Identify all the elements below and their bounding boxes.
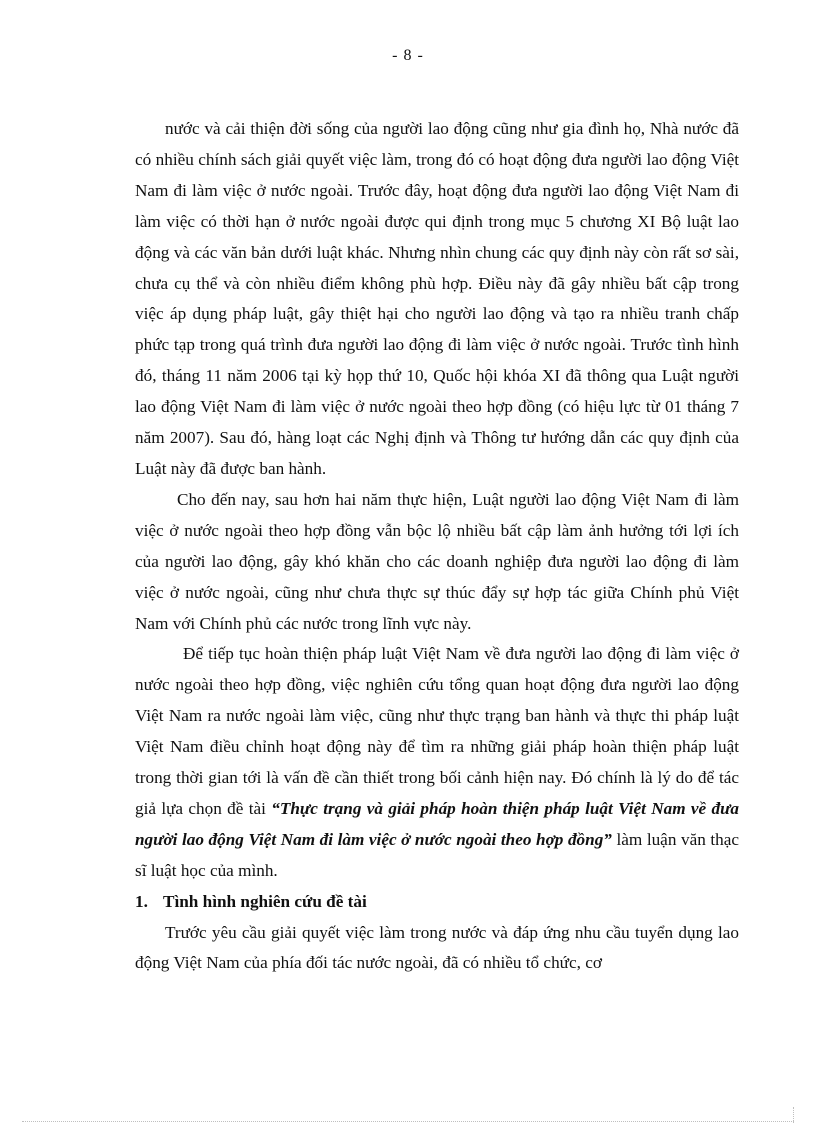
page-bottom-border [22, 1121, 794, 1122]
paragraph-1: nước và cải thiện đời sống của người lao động cũng như gia đình họ, Nhà nước đã có nhiều chính sách giải quyết việc làm, trong đó có hoạt động đưa người lao động Việt Nam đi làm việc ở nước ngoài. Trước đây, hoạt động đưa người lao động Việt Nam đi làm việc có thời hạn ở nước ngoài được qui định trong mục 5 chương XI Bộ luật lao động và các văn bản dưới luật khác. Nhưng nhìn chung các quy định này còn rất sơ sài, chưa cụ thể và còn nhiều điểm không phù hợp. Điều này đã gây nhiều bất cập trong việc áp dụng pháp luật, gây thiệt hại cho người lao động và tạo ra nhiều tranh chấp phức tạp trong quá trình đưa người lao động đi làm việc ở nước ngoài. Trước tình hình đó, tháng 11 năm 2006 tại kỳ họp thứ 10, Quốc hội khóa XI đã thông qua Luật người lao động Việt Nam đi làm việc ở nước ngoài theo hợp đồng (có hiệu lực từ 01 tháng 7 năm 2007). Sau đó, hàng loạt các Nghị định và Thông tư hướng dẫn các quy định của Luật này đã được ban hành. [135, 119, 739, 478]
paragraph-3-text-end: làm luận văn thạc sĩ luật học của mình. [135, 829, 739, 880]
section-number: 1. [135, 891, 148, 911]
document-body [135, 114, 739, 979]
page-number: - 8 - [392, 47, 424, 64]
section-heading [135, 887, 739, 918]
page-corner-marker [793, 1107, 795, 1123]
paragraph-3 [135, 639, 739, 886]
paragraph-4: Trước yêu cầu giải quyết việc làm trong nước và đáp ứng nhu cầu tuyển dụng lao động Việt Nam của phía đối tác nước ngoài, đã có nhiều tổ chức, cơ [135, 922, 739, 973]
thesis-title: “Thực trạng và giải pháp hoàn thiện pháp luật Việt Nam về đưa người lao động Việt Nam đi làm việc ở nước ngoài theo hợp đồng” [135, 798, 740, 849]
paragraph-2: Cho đến nay, sau hơn hai năm thực hiện, Luật người lao động Việt Nam đi làm việc ở nước ngoài theo hợp đồng vẫn bộc lộ nhiều bất cập làm ảnh hưởng tới lợi ích của người lao động, gây khó khăn cho các doanh nghiệp đưa người lao động đi làm việc ở nước ngoài, cũng như chưa thực sự thúc đẩy sự hợp tác giữa Chính phủ Việt Nam với Chính phủ các nước trong lĩnh vực này. [135, 489, 739, 633]
section-title: Tình hình nghiên cứu đề tài [163, 891, 367, 911]
paragraph-3-text-start: Để tiếp tục hoàn thiện pháp luật Việt Nam về đưa người lao động đi làm việc ở nước ngoài theo hợp đồng, việc nghiên cứu tổng quan hoạt động đưa người lao động Việt Nam ra nước ngoài làm việc, cũng như thực trạng ban hành và thực thi pháp luật Việt Nam điều chỉnh hoạt động này để tìm ra những giải pháp hoàn thiện pháp luật trong thời gian tới là vấn đề cần thiết trong bối cảnh hiện nay. Đó chính là lý do để tác giả lựa chọn đề tài [135, 644, 739, 818]
